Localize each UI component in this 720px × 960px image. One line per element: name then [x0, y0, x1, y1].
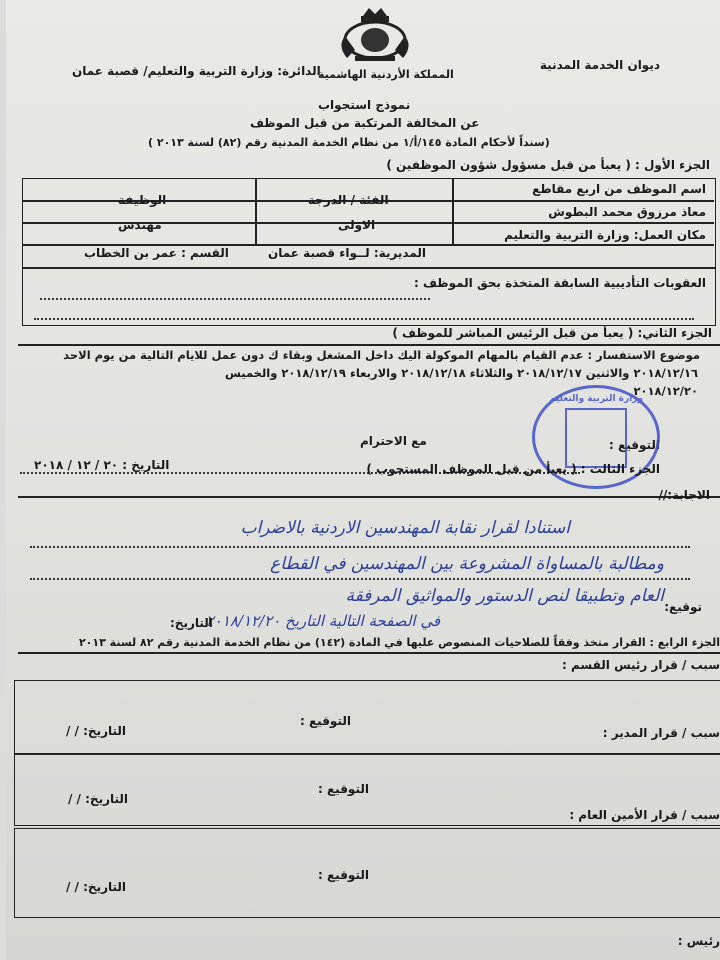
- form-title: نموذج استجواب: [318, 98, 411, 112]
- part3-date-label: التاريخ:: [170, 616, 213, 630]
- subject-line-2: ٢٠١٨/١٢/١٦ والاثنين ٢٠١٨/١٢/١٧ والثلاثاء ٢٠١٨/١٢/١٨ والاربعاء ٢٠١٨/١٢/١٩ والخميس: [225, 366, 698, 380]
- col-grade: الفئة / الدرجة: [308, 193, 389, 207]
- section-value: القسم : عمر بن الخطاب: [84, 246, 229, 260]
- part3-heading: الجزء الثالث : ( يعبأ من قبل الموظف المستجوب ): [366, 462, 660, 476]
- col-job: الوظيفة: [118, 193, 167, 207]
- closing-regards: مع الاحترام: [360, 434, 427, 448]
- secretary-general-signature: التوقيع :: [318, 868, 369, 882]
- part2-date: التاريخ : ٢٠ / ١٢ / ٢٠١٨: [34, 458, 170, 472]
- part1-heading: الجزء الأول : ( يعبأ من قبل مسؤول شؤون الموظفين ): [386, 158, 710, 172]
- job-value: مهندس: [118, 218, 162, 232]
- section-head-signature: التوقيع :: [300, 714, 351, 728]
- secretary-general-decision-label: سبب / قرار الأمين العام :: [569, 808, 720, 822]
- employee-name-value: معاذ مرزوق محمد البطوش: [548, 205, 706, 219]
- section-head-decision-label: سبب / قرار رئيس القسم :: [562, 658, 720, 672]
- answer-label: الاجابة://: [658, 488, 710, 502]
- grade-value: الاولى: [338, 218, 376, 232]
- department-line: الدائرة: وزارة التربية والتعليم/ قصبة عمان: [72, 64, 321, 78]
- handwritten-answer-line-4: في الصفحة التالية التاريخ ٢٠١٨/١٢/٢٠: [205, 612, 440, 630]
- legal-reference: (سنداً لأحكام المادة ١٤٥/أ/١ من نظام الخدمة المدنية رقم (٨٢) لسنة ٢٠١٣ ): [148, 136, 550, 149]
- part2-signature-label: التوقيع :: [609, 438, 660, 452]
- workplace-value: مكان العمل: وزارة التربية والتعليم: [504, 228, 706, 242]
- handwritten-answer-line-2: ومطالبة بالمساواة المشروعة بين المهندسين في القطاع: [270, 554, 664, 574]
- section-head-decision-box: [14, 680, 720, 754]
- royal-crest-icon: [335, 6, 415, 64]
- directorate-value: المديرية: لــواء قصبة عمان: [268, 246, 427, 260]
- kingdom-name: المملكة الأردنية الهاشمية: [318, 68, 454, 81]
- handwritten-answer-line-1: استنادا لقرار نقابة المهندسين الاردنية بالاضراب: [240, 518, 570, 538]
- handwritten-answer-line-3: العام وتطبيقا لنص الدستور والمواثيق المرفقة: [345, 586, 664, 606]
- form-subtitle: عن المخالفة المرتكبة من قبل الموظف: [250, 116, 480, 130]
- civil-service-title: ديوان الخدمة المدنية: [539, 58, 660, 72]
- section-head-date: التاريخ: / /: [66, 724, 127, 738]
- stamp-crest-icon: [565, 408, 627, 468]
- director-signature: التوقيع :: [318, 782, 369, 796]
- director-date: التاريخ: / /: [68, 792, 129, 806]
- part4-heading: الجزء الرابع : القرار متخذ وفقاً للصلاحيات المنصوص عليها في المادة (١٤٢) من نظام الخدمة المدنية رقم ٨٢ لسنة ٢٠١٣: [78, 636, 720, 649]
- col-employee-name: اسم الموظف من اربع مقاطع: [532, 182, 706, 196]
- subject-line-3: ٢٠١٨/١٢/٢٠: [633, 384, 698, 398]
- sanctions-label: العقوبات التأديبية السابقة المتخذة بحق الموظف :: [414, 276, 706, 290]
- stamp-text: وزارة التربية والتعليم: [548, 394, 644, 404]
- part2-heading: الجزء الثاني: ( يعبأ من قبل الرئيس المباشر للموظف ): [392, 326, 712, 340]
- secretary-general-date: التاريخ: / /: [66, 880, 127, 894]
- part3-signature-label: توقيع:: [664, 600, 702, 614]
- head-label: رئيس :: [677, 934, 720, 948]
- subject-line-1: موضوع الاستفسار : عدم القيام بالمهام الموكولة اليك داخل المشغل وبقاء ك دون عمل للايام التالية من يوم الاحد: [63, 348, 700, 362]
- director-decision-label: سبب / قرار المدير :: [602, 726, 720, 740]
